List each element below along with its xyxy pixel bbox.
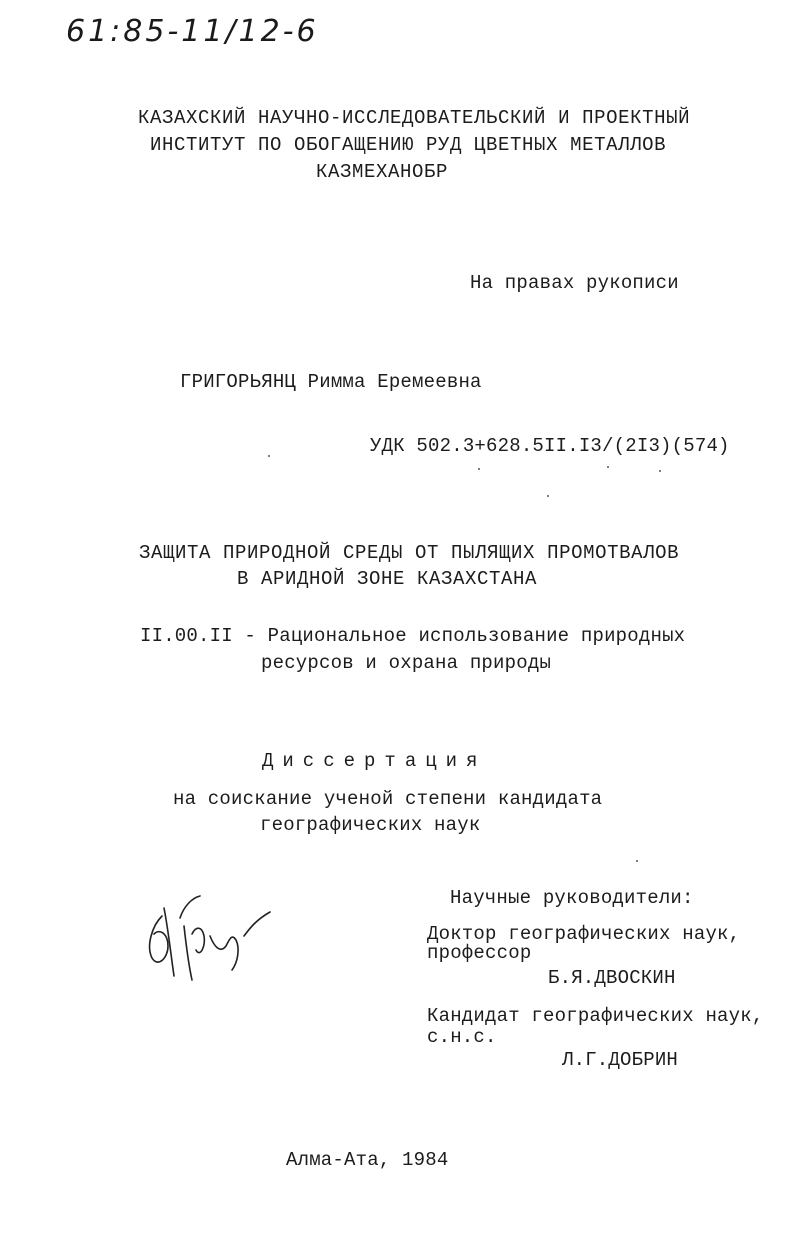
place-year: Алма-Ата, 1984 <box>286 1149 449 1171</box>
supervisor-1-name: Б.Я.ДВОСКИН <box>548 967 676 989</box>
scan-speck <box>268 455 270 457</box>
work-type-heading: Диссертация <box>262 750 487 772</box>
specialty-line-1: II.00.II - Рациональное использование природных <box>140 625 686 647</box>
udc-code: УДК 502.3+628.5II.I3/(2I3)(574) <box>370 435 730 457</box>
work-type-line-2: географических наук <box>260 814 481 836</box>
title-line-2: В АРИДНОЙ ЗОНЕ КАЗАХСТАНА <box>237 568 538 590</box>
supervisor-1-title-line-2: профессор <box>427 942 532 964</box>
signature-mark <box>140 888 280 988</box>
scan-speck <box>478 468 480 470</box>
work-type-line-1: на соискание ученой степени кандидата <box>173 788 603 810</box>
specialty-line-2: ресурсов и охрана природы <box>261 652 552 674</box>
institute-line-1: КАЗАХСКИЙ НАУЧНО-ИССЛЕДОВАТЕЛЬСКИЙ И ПРОЕКТНЫЙ <box>138 107 691 129</box>
scan-speck <box>636 860 638 862</box>
scan-speck <box>547 495 549 497</box>
supervisor-2-name: Л.Г.ДОБРИН <box>562 1049 679 1071</box>
archive-number: 61:85-11/12-6 <box>66 14 319 49</box>
supervisor-1-title-line-1: Доктор географических наук, <box>427 923 741 945</box>
scan-speck <box>659 470 661 472</box>
manuscript-rights: На правах рукописи <box>470 272 679 294</box>
supervisors-heading: Научные руководители: <box>450 887 694 909</box>
supervisor-2-title-line-1: Кандидат географических наук, <box>427 1005 764 1027</box>
supervisor-2-title-line-2: с.н.с. <box>427 1026 497 1048</box>
scan-speck <box>607 466 609 468</box>
institute-line-2: ИНСТИТУТ ПО ОБОГАЩЕНИЮ РУД ЦВЕТНЫХ МЕТАЛЛОВ <box>150 134 667 156</box>
author-name: ГРИГОРЬЯНЦ Римма Еремеевна <box>180 371 482 393</box>
institute-line-3: КАЗМЕХАНОБР <box>316 161 449 183</box>
title-line-1: ЗАЩИТА ПРИРОДНОЙ СРЕДЫ ОТ ПЫЛЯЩИХ ПРОМОТВАЛОВ <box>139 542 680 564</box>
